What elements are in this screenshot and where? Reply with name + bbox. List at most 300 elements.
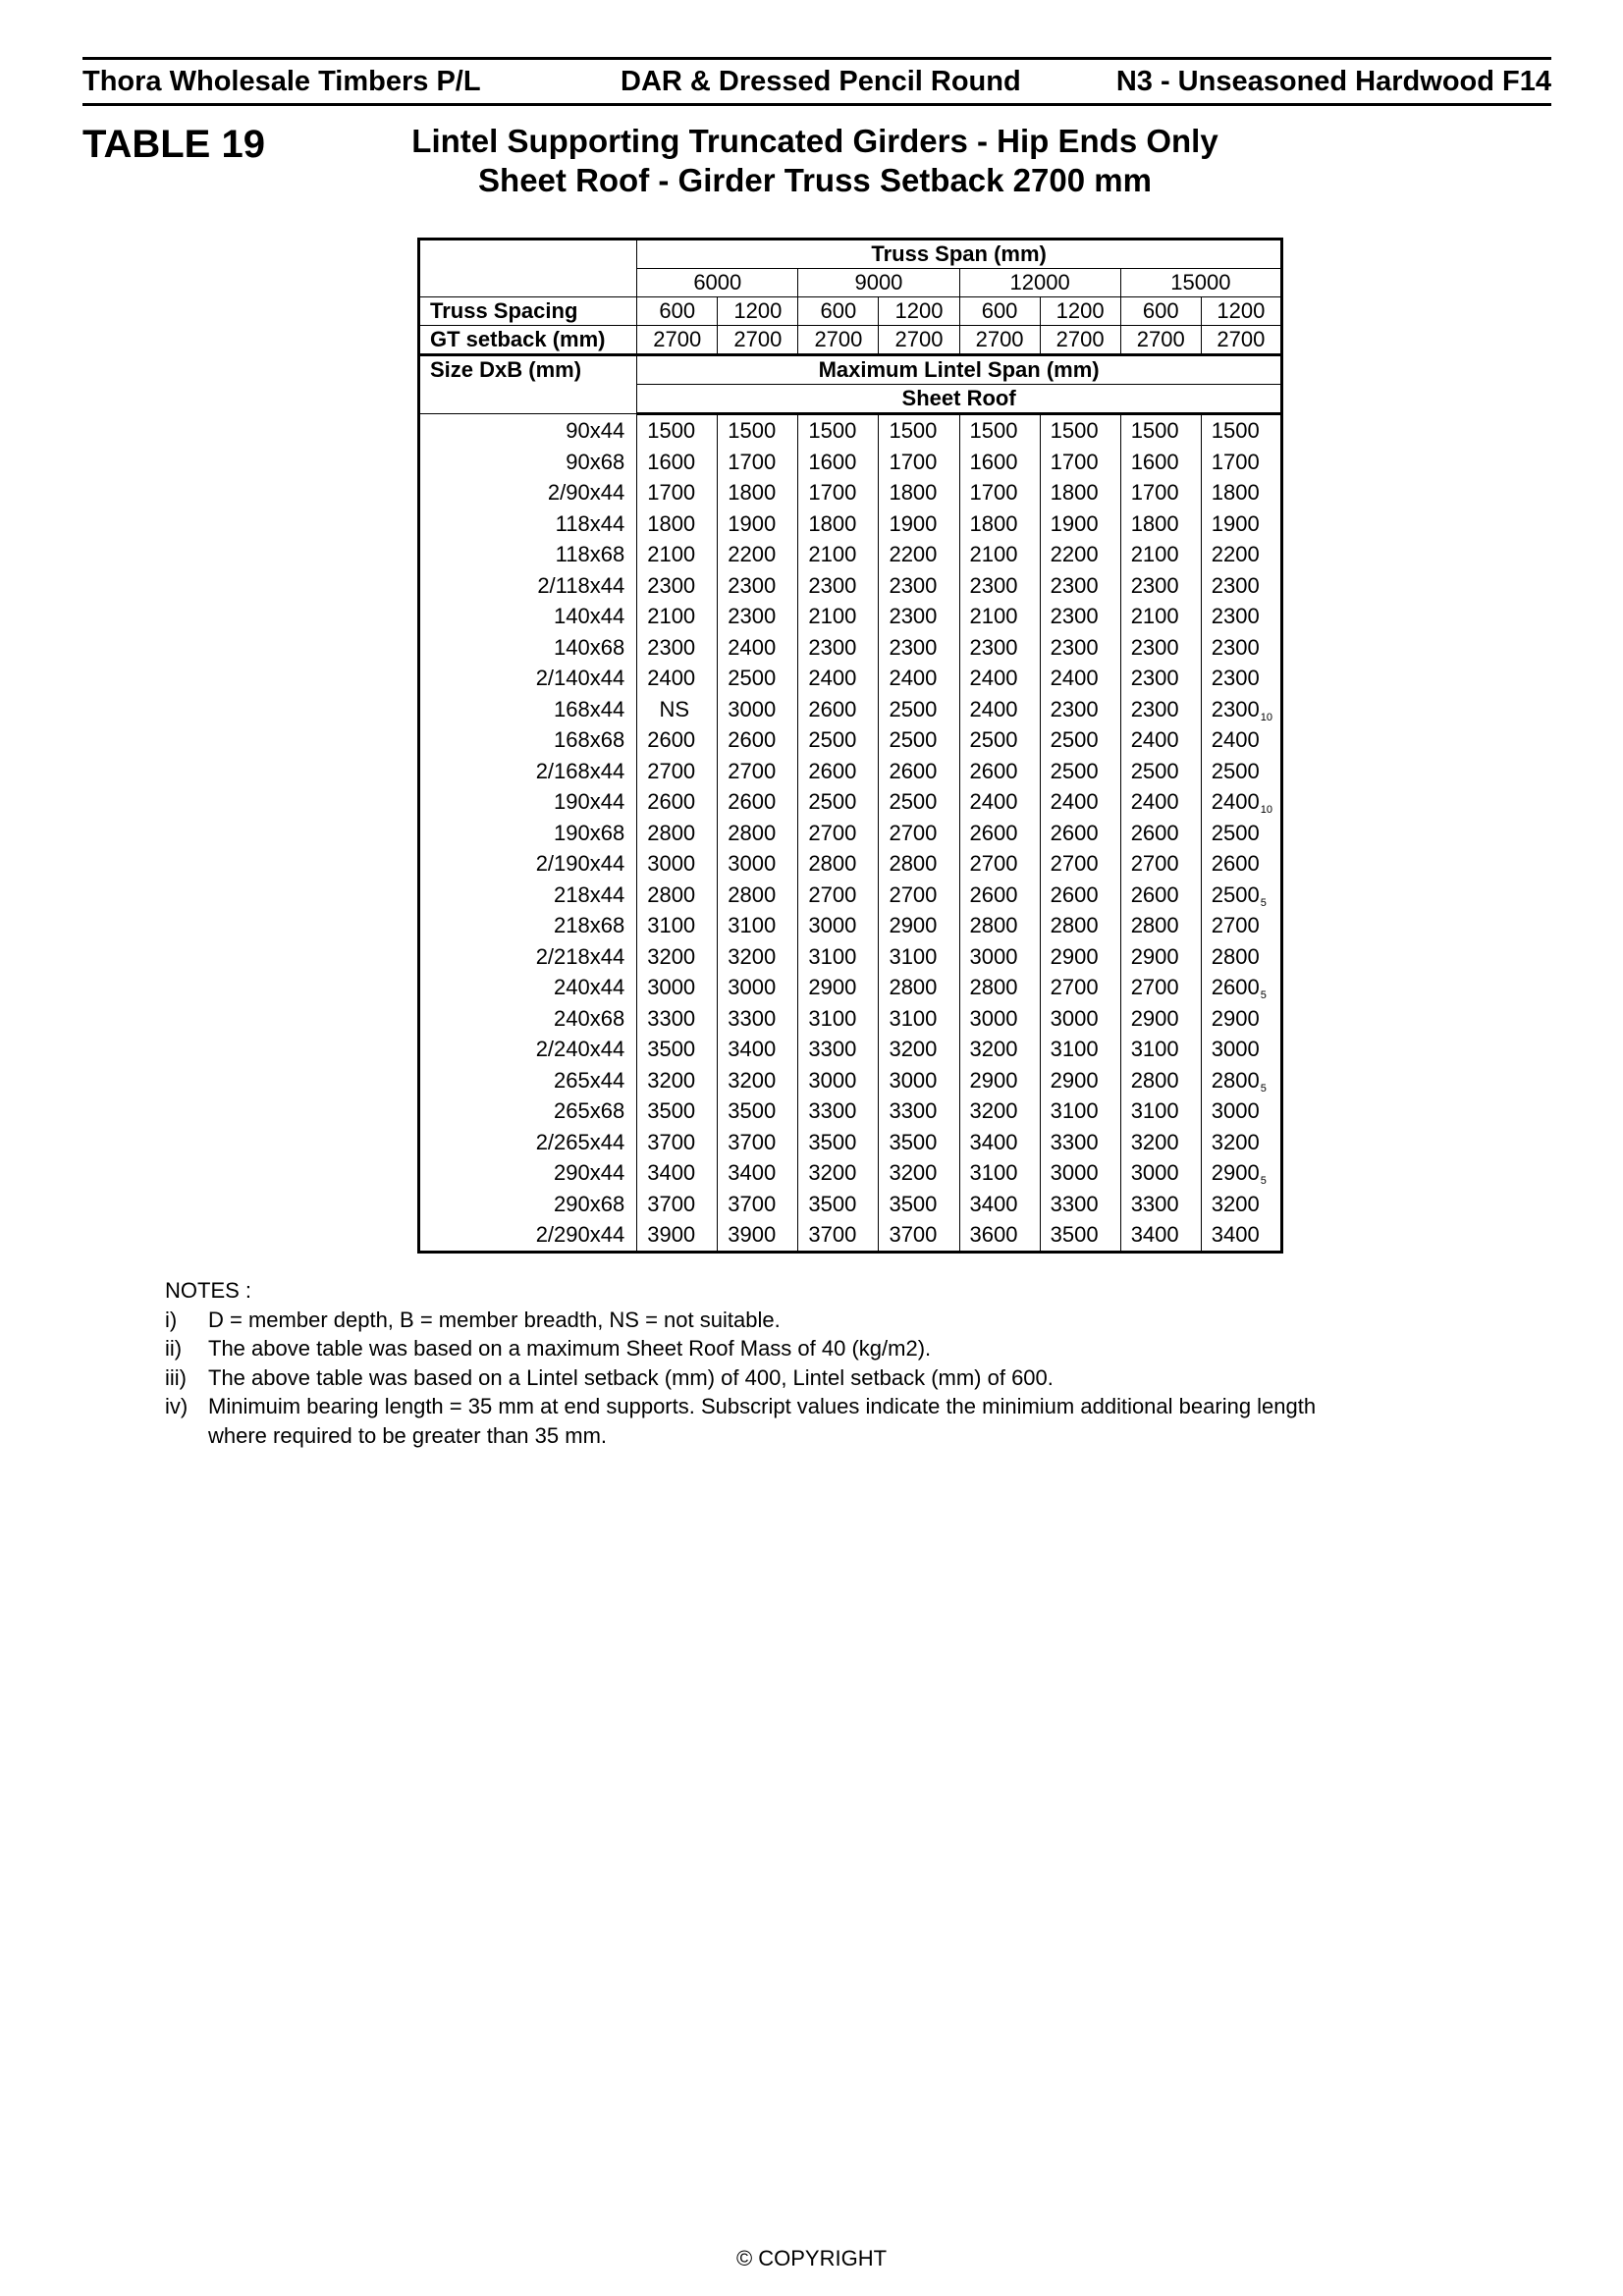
span-value: 3200 <box>647 943 696 969</box>
span-value-cell <box>1201 724 1281 756</box>
span-value: 2100 <box>1130 542 1179 566</box>
span-value-cell <box>1040 1095 1120 1127</box>
span-value: 3100 <box>808 1005 857 1031</box>
span-value: 2500 <box>728 666 777 690</box>
span-value-cell <box>637 1065 718 1096</box>
span-value: 2900 <box>1211 1005 1260 1031</box>
span-value-cell <box>718 601 798 632</box>
span-value-cell <box>959 694 1040 725</box>
span-value-cell <box>798 786 879 818</box>
span-value: 2800 <box>969 913 1018 937</box>
span-value-cell <box>1201 508 1281 540</box>
span-value: 2100 <box>647 604 696 628</box>
span-value-cell <box>1040 848 1120 880</box>
span-value: 2600 <box>889 758 938 783</box>
table-row <box>419 972 1282 1003</box>
span-value-cell <box>718 1157 798 1189</box>
span-value-cell <box>798 414 879 447</box>
spacing-cell: 1200 <box>1201 297 1281 326</box>
span-value: 2700 <box>647 758 696 783</box>
span-value: 2500 <box>889 696 938 721</box>
span-value: 2400 <box>728 634 777 660</box>
span-value: 2300 <box>1130 634 1179 660</box>
span-value: 2100 <box>647 542 696 566</box>
note-number: iv) <box>165 1394 189 1418</box>
span-value-cell <box>1040 786 1120 818</box>
span-value: 2700 <box>808 881 857 907</box>
span-value-cell <box>718 477 798 508</box>
span-value: 2400 <box>647 666 696 690</box>
span-value: 3100 <box>889 943 938 969</box>
span-value: 2500 <box>969 727 1018 752</box>
span-value-cell <box>1040 663 1120 694</box>
table-title-line1: Lintel Supporting Truncated Girders - Hip Ends Only <box>411 123 1218 159</box>
span-value: 3000 <box>1050 1160 1099 1185</box>
span-value: 3100 <box>889 1005 938 1031</box>
table-row <box>419 477 1282 508</box>
note-number: iii) <box>165 1364 187 1390</box>
table-row <box>419 910 1282 941</box>
span-value-cell <box>959 632 1040 664</box>
span-value-cell <box>959 1219 1040 1252</box>
span-value-cell <box>1201 539 1281 570</box>
lintel-size-cell: 118x44 <box>419 508 637 540</box>
span-value-cell <box>959 972 1040 1003</box>
table-row <box>419 818 1282 849</box>
span-header: 12000 <box>959 269 1120 297</box>
span-value: 1900 <box>1050 510 1099 536</box>
span-value-cell <box>1120 910 1201 941</box>
page-header <box>82 57 1551 106</box>
span-value-cell <box>718 786 798 818</box>
span-value: 2500 <box>1211 820 1260 845</box>
span-value-cell <box>1201 880 1281 911</box>
note-item <box>165 1392 1343 1450</box>
span-value-cell <box>1040 508 1120 540</box>
span-value-cell <box>637 539 718 570</box>
span-value-cell <box>959 1127 1040 1158</box>
span-value: 2400 <box>1211 727 1260 752</box>
span-value: 2900 <box>1050 943 1099 969</box>
lintel-size-cell: 190x44 <box>419 786 637 818</box>
span-value-cell <box>718 1127 798 1158</box>
span-value: 2700 <box>1050 975 1099 999</box>
span-value: 3700 <box>728 1191 777 1216</box>
span-value-cell <box>718 414 798 447</box>
span-value-cell <box>879 848 959 880</box>
span-value: 2500 <box>808 789 857 814</box>
span-value: 3500 <box>647 1037 696 1061</box>
max-span-label: Maximum Lintel Span (mm) <box>637 355 1282 385</box>
span-value-cell <box>1201 848 1281 880</box>
span-value: 2600 <box>969 820 1018 845</box>
span-value: 2300 <box>1211 634 1260 660</box>
span-value-cell <box>718 1189 798 1220</box>
span-value-cell <box>1040 632 1120 664</box>
span-value: 1700 <box>1130 480 1179 505</box>
span-value: 3000 <box>728 851 777 876</box>
span-value: 2700 <box>728 758 777 783</box>
span-value-cell <box>959 570 1040 602</box>
span-value-cell <box>798 1219 879 1252</box>
span-value-cell <box>798 663 879 694</box>
spacing-cell: 600 <box>959 297 1040 326</box>
span-value-cell <box>798 1157 879 1189</box>
span-value-cell <box>1040 1003 1120 1035</box>
note-number: i) <box>165 1307 178 1332</box>
span-value-cell <box>1040 818 1120 849</box>
span-value: 2300 <box>1050 634 1099 660</box>
span-value: 3000 <box>808 1067 857 1093</box>
span-value-cell <box>879 910 959 941</box>
span-value: 2600 <box>728 727 777 752</box>
truss-spacing-row <box>419 297 1282 326</box>
span-value: NS <box>659 696 690 721</box>
span-value: 2700 <box>808 820 857 845</box>
span-value-cell <box>637 477 718 508</box>
span-value: 3100 <box>1050 1098 1099 1123</box>
span-value-cell <box>879 570 959 602</box>
span-value-cell <box>637 724 718 756</box>
span-value-cell <box>959 786 1040 818</box>
span-value: 2500 <box>889 727 938 752</box>
span-value-cell <box>637 941 718 973</box>
span-value: 2100 <box>808 542 857 566</box>
span-value-cell <box>718 1034 798 1065</box>
span-value-cell <box>1040 1189 1120 1220</box>
span-value: 1800 <box>647 510 696 536</box>
span-value-cell <box>1040 1157 1120 1189</box>
span-value: 3300 <box>1050 1129 1099 1154</box>
bearing-subscript: 5 <box>1260 896 1267 909</box>
span-value-cell <box>637 1189 718 1220</box>
setback-cell: 2700 <box>1120 326 1201 355</box>
span-value: 1600 <box>1130 449 1179 474</box>
span-value-cell <box>798 1189 879 1220</box>
span-value: 2900 <box>1050 1067 1099 1093</box>
span-value: 2300 <box>1211 696 1260 721</box>
span-value-cell <box>718 1219 798 1252</box>
span-value-cell <box>959 1065 1040 1096</box>
span-value: 2600 <box>1211 975 1260 999</box>
span-value-cell <box>798 508 879 540</box>
span-value-cell <box>637 818 718 849</box>
span-value-cell <box>637 1003 718 1035</box>
span-value-cell <box>1120 1065 1201 1096</box>
span-value-cell <box>959 539 1040 570</box>
table-row <box>419 848 1282 880</box>
span-value-cell <box>798 601 879 632</box>
span-value: 2500 <box>1050 758 1099 783</box>
table-row <box>419 414 1282 447</box>
span-value: 2800 <box>728 820 777 845</box>
span-value: 2500 <box>1211 881 1260 907</box>
header-blank-cell <box>419 240 637 297</box>
span-value: 2300 <box>1130 696 1179 721</box>
span-value: 1800 <box>1050 480 1099 505</box>
span-value-cell <box>879 663 959 694</box>
span-value-cell <box>879 694 959 725</box>
span-value: 2100 <box>969 542 1018 566</box>
span-value: 2400 <box>969 696 1018 721</box>
table-row <box>419 539 1282 570</box>
lintel-size-cell: 168x68 <box>419 724 637 756</box>
span-value: 2500 <box>889 789 938 814</box>
span-value-cell <box>1040 880 1120 911</box>
span-value: 1600 <box>647 449 696 474</box>
span-value-cell <box>1201 447 1281 478</box>
lintel-size-cell: 2/140x44 <box>419 663 637 694</box>
span-value-cell <box>1201 601 1281 632</box>
span-value: 3500 <box>647 1098 696 1123</box>
span-value: 3400 <box>969 1191 1018 1216</box>
setback-cell: 2700 <box>959 326 1040 355</box>
span-value-cell <box>1040 570 1120 602</box>
gt-setback-row <box>419 326 1282 355</box>
lintel-size-cell: 168x44 <box>419 694 637 725</box>
span-value-cell <box>1201 1034 1281 1065</box>
span-value-cell <box>1201 910 1281 941</box>
table-row <box>419 694 1282 725</box>
span-value-cell <box>637 756 718 787</box>
span-value: 3000 <box>1211 1098 1260 1123</box>
span-value-cell <box>1120 972 1201 1003</box>
span-value: 2400 <box>969 666 1018 690</box>
span-value-cell <box>959 1095 1040 1127</box>
span-value: 1900 <box>889 510 938 536</box>
span-value: 1800 <box>1211 480 1260 505</box>
span-value: 2500 <box>1211 758 1260 783</box>
span-value-cell <box>798 539 879 570</box>
span-value-cell <box>879 539 959 570</box>
span-value-cell <box>879 1034 959 1065</box>
table-row <box>419 756 1282 787</box>
span-value: 2600 <box>728 789 777 814</box>
lintel-size-cell: 2/265x44 <box>419 1127 637 1158</box>
bearing-subscript: 10 <box>1260 711 1272 723</box>
span-value: 3700 <box>647 1129 696 1154</box>
span-value-cell <box>1201 477 1281 508</box>
span-value-cell <box>718 910 798 941</box>
span-value-cell <box>798 1034 879 1065</box>
lintel-size-cell: 265x44 <box>419 1065 637 1096</box>
lintel-size-cell: 2/290x44 <box>419 1219 637 1252</box>
bearing-subscript: 5 <box>1260 989 1267 1001</box>
table-row <box>419 880 1282 911</box>
span-value: 2600 <box>808 758 857 783</box>
span-value-cell <box>718 539 798 570</box>
span-value: 2300 <box>1211 666 1260 690</box>
span-value: 2300 <box>728 604 777 628</box>
span-value-cell <box>1120 941 1201 973</box>
span-value: 1800 <box>889 480 938 505</box>
span-value: 1700 <box>728 449 777 474</box>
span-value-cell <box>1040 941 1120 973</box>
span-value-cell <box>637 848 718 880</box>
span-value: 3000 <box>647 975 696 999</box>
span-value-cell <box>959 1034 1040 1065</box>
notes-heading: NOTES : <box>165 1278 252 1303</box>
span-value-cell <box>637 447 718 478</box>
span-value: 2600 <box>1130 881 1179 907</box>
span-value: 2300 <box>1211 572 1260 598</box>
note-number: ii) <box>165 1336 183 1361</box>
span-value-cell <box>879 941 959 973</box>
span-value: 2300 <box>889 634 938 660</box>
span-value: 2800 <box>889 975 938 999</box>
lintel-size-cell: 2/240x44 <box>419 1034 637 1065</box>
notes-section <box>165 1276 1343 1450</box>
span-value-cell <box>879 447 959 478</box>
copyright-footer: © COPYRIGHT <box>735 2246 888 2270</box>
span-value: 3200 <box>889 1037 938 1061</box>
span-value: 1600 <box>969 449 1018 474</box>
span-value: 3100 <box>1050 1037 1099 1061</box>
table-row <box>419 508 1282 540</box>
lintel-size-cell: 240x68 <box>419 1003 637 1035</box>
lintel-size-cell: 140x44 <box>419 601 637 632</box>
span-value: 2300 <box>647 572 696 598</box>
span-value: 3200 <box>728 943 777 969</box>
span-value: 2900 <box>808 975 857 999</box>
table-body <box>419 414 1282 1253</box>
span-value-cell <box>1201 972 1281 1003</box>
span-value-cell <box>1120 1127 1201 1158</box>
table-row <box>419 1157 1282 1189</box>
size-row <box>419 355 1282 385</box>
span-value: 1900 <box>728 510 777 536</box>
span-value-cell <box>879 1003 959 1035</box>
span-value: 2400 <box>1130 789 1179 814</box>
span-value: 2100 <box>969 604 1018 628</box>
table-row <box>419 1189 1282 1220</box>
span-value: 3700 <box>728 1129 777 1154</box>
span-value-cell <box>959 941 1040 973</box>
span-value: 2800 <box>808 851 857 876</box>
span-value-cell <box>959 601 1040 632</box>
span-value-cell <box>718 972 798 1003</box>
span-value-cell <box>1120 508 1201 540</box>
span-value: 3600 <box>969 1222 1018 1247</box>
span-value-cell <box>718 880 798 911</box>
span-value-cell <box>959 414 1040 447</box>
span-value: 2300 <box>728 572 777 598</box>
spacing-cell: 600 <box>637 297 718 326</box>
span-value: 1800 <box>808 510 857 536</box>
span-value-cell <box>959 848 1040 880</box>
lintel-size-cell: 2/118x44 <box>419 570 637 602</box>
span-value-cell <box>879 1189 959 1220</box>
span-value: 2700 <box>1050 851 1099 876</box>
lintel-size-cell: 240x44 <box>419 972 637 1003</box>
span-value: 3300 <box>1050 1191 1099 1216</box>
span-value: 1700 <box>1050 449 1099 474</box>
span-value-cell <box>959 477 1040 508</box>
note-text: Minimuim bearing length = 35 mm at end supports. Subscript values indicate the minimium additional bearing length where required to be greater than 35 mm. <box>208 1394 1317 1448</box>
span-value: 2400 <box>1130 727 1179 752</box>
setback-cell: 2700 <box>718 326 798 355</box>
span-value-cell <box>879 1157 959 1189</box>
company-name: Thora Wholesale Timbers P/L <box>82 66 481 97</box>
span-value-cell <box>637 1095 718 1127</box>
span-value-cell <box>1040 1127 1120 1158</box>
span-value-cell <box>637 1034 718 1065</box>
span-value-cell <box>798 570 879 602</box>
span-value: 3100 <box>1130 1098 1179 1123</box>
table-row <box>419 601 1282 632</box>
span-value: 3000 <box>647 851 696 876</box>
span-value-cell <box>879 508 959 540</box>
span-value-cell <box>798 724 879 756</box>
span-value-cell <box>879 818 959 849</box>
span-value: 3200 <box>969 1037 1018 1061</box>
span-value: 2400 <box>1211 789 1260 814</box>
span-value-cell <box>1040 601 1120 632</box>
span-value-cell <box>718 1065 798 1096</box>
span-value-cell <box>959 1157 1040 1189</box>
lintel-size-cell: 2/168x44 <box>419 756 637 787</box>
span-value-cell <box>879 632 959 664</box>
span-value-cell <box>1120 663 1201 694</box>
note-item <box>165 1334 1343 1363</box>
span-value-cell <box>1120 1095 1201 1127</box>
span-value: 2800 <box>647 820 696 845</box>
span-value-cell <box>798 632 879 664</box>
span-value: 1500 <box>1211 418 1260 443</box>
table-row <box>419 724 1282 756</box>
span-value: 2400 <box>1050 666 1099 690</box>
span-value-cell <box>637 786 718 818</box>
table-row <box>419 1219 1282 1252</box>
span-value: 2300 <box>1050 572 1099 598</box>
span-value: 2300 <box>808 572 857 598</box>
span-value: 1500 <box>1130 418 1179 443</box>
span-value: 1500 <box>969 418 1018 443</box>
span-value-cell <box>798 972 879 1003</box>
span-value-cell <box>1120 477 1201 508</box>
span-value-cell <box>718 756 798 787</box>
span-value-cell <box>879 601 959 632</box>
truss-spacing-label: Truss Spacing <box>419 297 637 326</box>
span-value-cell <box>879 477 959 508</box>
span-value: 3300 <box>728 1005 777 1031</box>
lintel-size-cell: 290x44 <box>419 1157 637 1189</box>
span-value-cell <box>879 724 959 756</box>
lintel-size-cell: 2/218x44 <box>419 941 637 973</box>
span-value: 2800 <box>1130 1067 1179 1093</box>
span-value: 3000 <box>808 913 857 937</box>
span-value-cell <box>718 818 798 849</box>
span-value: 2600 <box>969 881 1018 907</box>
span-value-cell <box>637 1127 718 1158</box>
span-value-cell <box>637 972 718 1003</box>
span-value-cell <box>637 694 718 725</box>
span-value-cell <box>637 663 718 694</box>
span-value-cell <box>1040 972 1120 1003</box>
span-value: 2500 <box>1130 758 1179 783</box>
span-value-cell <box>1040 1065 1120 1096</box>
span-value: 2600 <box>1050 820 1099 845</box>
span-value: 2700 <box>889 881 938 907</box>
span-value: 2600 <box>1211 851 1260 876</box>
gt-setback-label: GT setback (mm) <box>419 326 637 355</box>
span-value-cell <box>1201 1219 1281 1252</box>
span-value: 2100 <box>808 604 857 628</box>
note-item <box>165 1363 1343 1393</box>
table-row <box>419 1127 1282 1158</box>
span-value: 2900 <box>889 913 938 937</box>
span-value: 2800 <box>647 881 696 907</box>
